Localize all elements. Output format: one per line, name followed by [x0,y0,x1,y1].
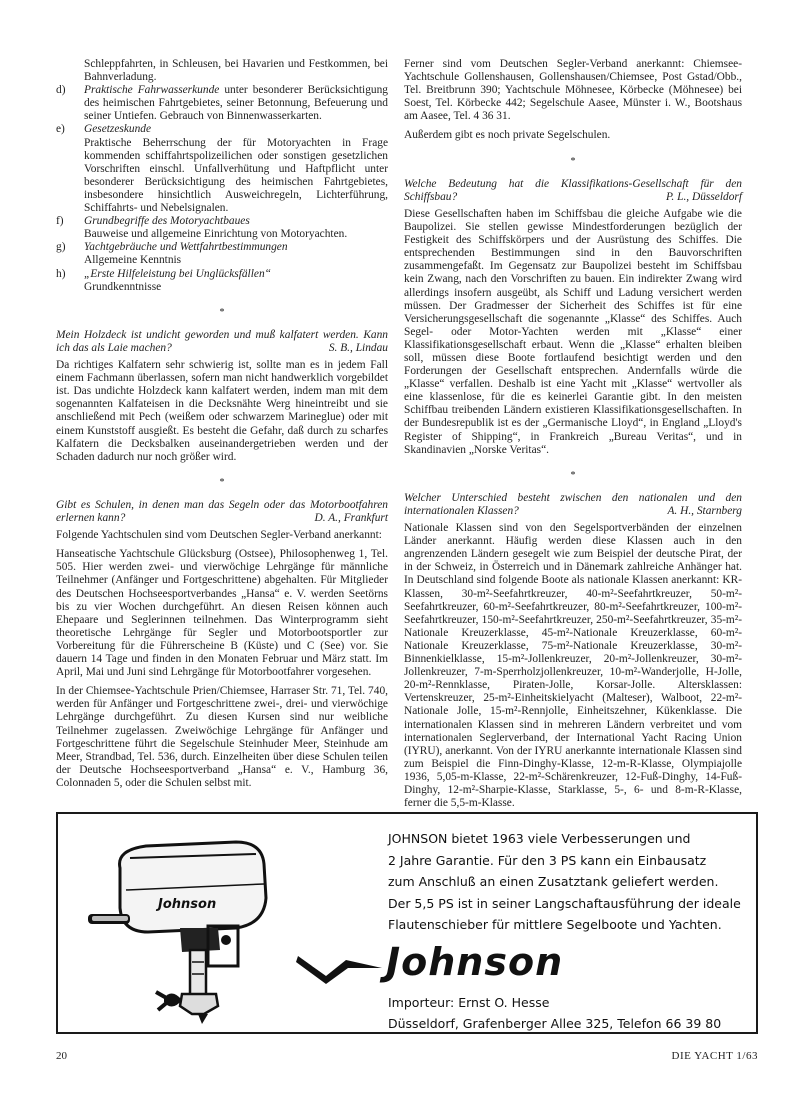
list-text: Allgemeine Kenntnis [84,254,182,267]
list-title: Grundbegriffe des Motoryachtbaues [84,215,250,228]
ad-line: Der 5,5 PS ist in seiner Langschaftausführung der ideale [388,895,741,911]
ad-copy [388,828,748,936]
list-text: Grundkenntnisse [84,280,162,293]
question-signature: A. H., Starnberg [667,505,742,517]
ad-line: JOHNSON bietet 1963 viele Verbesserungen und [388,831,691,846]
answer-paragraph: Folgende Yachtschulen sind vom Deutschen Segler-Verband anerkannt: [56,529,382,542]
list-item [56,268,388,294]
list-key: d) [56,84,66,97]
answer-paragraph: In der Chiemsee-Yachtschule Prien/Chiemsee, Harraser Str. 71, Tel. 740, werden für Anfänger und Fortgeschrittene zwei-, drei- und vierwöchige Lehrgänge durchgeführt. Zu diesen Kursen sind nur weibliche Teilnehmer zugelassen. Zweiwöchige Lehrgänge für Anfänger und Fortgeschrittene führt die Segelschule Steinhuder Meer, Steinhude am Meer, Strandbad, Tel. 536, durch. Einzelheiten über diese Schulen teilen der Deutsche Hochseesportverband „Hansa“ e. V., Hamburg 36, Colonnaden 5, oder die Schulen selbst mit. [56,685,388,789]
list-key: e) [56,123,65,136]
outboard-motor-illustration [86,828,286,1024]
johnson-advertisement [56,812,758,1034]
ad-importer [388,992,748,1034]
question-signature: P. L., Düsseldorf [665,190,742,203]
separator-star: * [570,469,576,481]
list-title: „Erste Hilfeleistung bei Unglücksfällen“ [84,267,271,280]
ad-line: zum Anschluß an einen Zusatztank geliefert werden. [388,874,719,890]
list-item [56,241,388,267]
question-signature: D. A., Frankfurt [314,512,388,525]
list-text: Bauweise und allgemeine Einrichtung von Motoryachten. [84,228,348,241]
answer-paragraph: Ferner sind vom Deutschen Segler-Verband anerkannt: Chiemsee-Yachtschule Gollenshausen, Gollenshausen/Chiemsee, Post Gstad/Obb., Tel. Breitbrunn 390; Yachtschule Möhnesee, Körbecke (Möhnesee) bei Soest, Tel. Körbecke 442; Segelschule Aasee, Münster i. W., Bootshaus am Aasee, Tel. 4 36 31. [404,58,742,123]
separator-star: * [570,155,576,167]
list-text: Praktische Beherrschung der für Motoryachten in Frage kommenden schiffahrtspolizeilichen oder sonstigen gesetzlichen Vorschriften einschl. Unfallverhütung und Haftpflicht unter besonderer Berücksichtigung des heimischen Fahrtgebietes, insbesondere hinsichtlich Ausweichregeln, Lichterführung, Schiffahrts- und Nebelsignalen. [84,136,388,215]
list-title: Gesetzeskunde [84,123,152,136]
answer-text: Diese Gesellschaften haben im Schiffsbau die gleiche Aufgabe wie die Baupolizei. Sie stellen gewisse Mindestforderungen bezüglich der Festigkeit des Schiffskörpers und der Ausrüstung des Schiffes. Die entsprechenden Bestimmungen sind in den Bauvorschriften zusammengefaßt. Im Gegensatz zur Baupolizei besteht im Schiffsbau kein Zwang, nach den Vorschriften zu bauen. Ein indirekter Zwang wird allerdings insofern ausgeübt, als Schiff und Ladung versichert werden müssen. Der Gradmesser der Sicherheit des Schiffes ist für eine Versicherungsgesellschaft die sogenannte „Klasse“ des Schiffes. Auch Segel- oder Motor-Yachten werden mit „Klasse“ einer Klassifikationsgesellschaft erbaut. Wenn die „Klasse“ erhalten bleiben soll, müssen diese Boote fortlaufend besichtigt werden und den Forderungen der Gesellschaft entsprechen. Andernfalls würde die „Klasse“ verfallen. Deshalb ist eine Yacht mit „Klasse“ wertvoller als eine klassenlose, für die es keinerlei Garantie gibt. In den meisten Schiffbau treibenden Ländern existieren Klassifikationsgesellschaften. In der Bundesrepublik ist es der „Germanische Lloyd“, in England „Lloyd's Register of Shipping“, in Frankreich „Bureau Veritas“, und in Skandinavien „Norske Veritas“. [404,207,742,456]
separator-star: * [219,306,225,318]
question-text: Welcher Unterschied besteht zwischen den nationalen und den internationalen Klassen? [404,491,742,517]
answer-text: Da richtiges Kalfatern sehr schwierig ist, sollte man es in jedem Fall einem Fachmann überlassen, sofern man nicht handwerklich vorgebildet ist. Das undichte Holzdeck kann kalfatert werden, indem man mit dem sogenannten Kalfateisen in die Decksnähte Werg hineintreibt und sie anschließend mit Pech (weißem oder schwarzem Marineglue) oder mit einem Kunststoff ausgießt. Es besteht die Gefahr, daß durch zu scharfes Kalfatern die Decksbalken auseinandergetrieben werden und der Schaden dadurch nur noch größer wird. [56,359,388,463]
list-continuation: Schleppfahrten, in Schleusen, bei Havarien und Festkommen, bei Bahnverladung. [84,58,388,84]
answer-paragraph: Hanseatische Yachtschule Glücksburg (Ostsee), Philosophenweg 1, Tel. 505. Hier werden zwei- und vierwöchige Lehrgänge für männliche Teilnehmer (Anfänger und Fortgeschrittene) abgehalten. Für Mitglieder des Deutschen Hochseesportverbandes „Hansa“ e. V. werden Seetörns bis zu vier Wochen durchgeführt. An diesen Reisen können auch Ehepaare und Seglerinnen teilnehmen. Das Winterprogramm sieht theoretische Lehrgänge für Segler und Motorbootsportler zur Vorbereitung für die Führerscheine B (Küste) und C (See) vor. Sie dauern 14 Tage und finden in den Monaten Februar und März statt. Im April, Mai und Juni sind Lehrgänge für Motorbootfahrer vorgesehen. [56,548,388,679]
journal-issue: DIE YACHT 1/63 [671,1050,758,1062]
list-key: h) [56,267,66,280]
johnson-logo [294,940,754,986]
right-column [404,58,742,810]
separator-star: * [219,476,225,488]
list-item [56,215,388,241]
question-text: Gibt es Schulen, in denen man das Segeln oder das Motorbootfahren erlernen kann? [56,498,388,524]
list-key: g) [56,241,66,254]
question-text: Mein Holzdeck ist undicht geworden und muß kalfatert werden. Kann ich das als Laie machen? [56,328,388,354]
list-item [56,84,388,123]
ad-line: Flautenschieber für mittlere Segelboote und Yachten. [388,917,722,933]
ad-line: 2 Jahre Garantie. Für den 3 PS kann ein Einbausatz [388,852,707,868]
left-column [56,58,388,790]
question-signature: S. B., Lindau [328,341,388,354]
address-line: Düsseldorf, Grafenberger Allee 325, Telefon 66 39 80 [388,1016,722,1031]
list-item [56,123,388,215]
question-text: Welche Bedeutung hat die Klassifikations-Gesellschaft für den Schiffsbau? [404,177,742,203]
page-number: 20 [56,1050,67,1062]
motor-brand-label: Johnson [158,897,217,912]
johnson-arrow-emblem [294,946,386,986]
answer-paragraph: Außerdem gibt es noch private Segelschulen. [404,129,611,142]
johnson-logotype: Johnson [386,940,564,984]
list-text: unter besonderer Berücksichtigung des heimischen Fahrtgebietes, seiner Betonnung, Befeuerung und seiner Untiefen. Gebrauch von Binnenwasserkarten. [84,84,388,123]
importer-line: Importeur: Ernst O. Hesse [388,995,550,1010]
list-title: Yachtgebräuche und Wettfahrtbestimmungen [84,241,288,254]
answer-text: Nationale Klassen sind von den Segelsportverbänden der einzelnen Länder anerkannt. Häufig werden diese Klassen auch in den angrenzenden Ländern gesegelt wie zum Beispiel der deutsche Pirat, der in der Schweiz, in Österreich und in Dänemark zahlreiche Anhänger hat. In Deutschland sind folgende Boote als nationale Klassen anerkannt: KR-Klassen, 30-m²-Seefahrtkreuzer, 40-m²-Seefahrtkreuzer, 50-m²-Seefahrtkreuzer, 60-m²-Seefahrtkreuzer, 80-m²-Seefahrtkreuzer, 100-m²-Seefahrtkreuzer, 150-m²-Seefahrtkreuzer, 250-m²-Seefahrtkreuzer, 35-m²-Nationale Kreuzerklasse, 45-m²-Nationale Kreuzerklasse, 60-m²-Nationale Kreuzerklasse, 75-m²-Nationale Kreuzerklasse, 30-m²-Binnenkielklasse, 15-m²-Jollenkreuzer, 20-m²-Jollenkreuzer, 30-m²-Jollenkreuzer, 7-m-Sperrholzjollenkreuzer, 10-m²-Wanderjolle, H-Jolle, 20-m²-Rennklasse, Piraten-Jolle, Korsar-Jolle. Altersklassen: Vertenskreuzer, 25-m²-Einheitskielyacht (Malteser), Walboot, 22-m²-Nationale Jolle, 15-m²-Rennjolle, Einheitszehner, Kükenklasse. Die internationalen Klassen sind in mehreren Ländern verbreitet und vom internationalen Seglerverband, der International Yacht Racing Union (IYRU), anerkannt. Von der IYRU anerkannte internationale Klassen sind zum Beispiel die Finn-Dinghy-Klasse, 12-m-R-Klasse, Olympiajolle 1936, 5,05-m-Klasse, 22-m²-Schärenkreuzer, 12-Fuß-Dinghy, 14-Fuß-Dinghy, 12-m²-Sharpie-Klasse, Starklasse, 5-, 6- und 8-m-R-Klasse, ferner die 5,5-m-Klasse. [404,522,742,810]
list-key: f) [56,215,64,228]
list-title: Praktische Fahrwasserkunde [84,84,220,97]
